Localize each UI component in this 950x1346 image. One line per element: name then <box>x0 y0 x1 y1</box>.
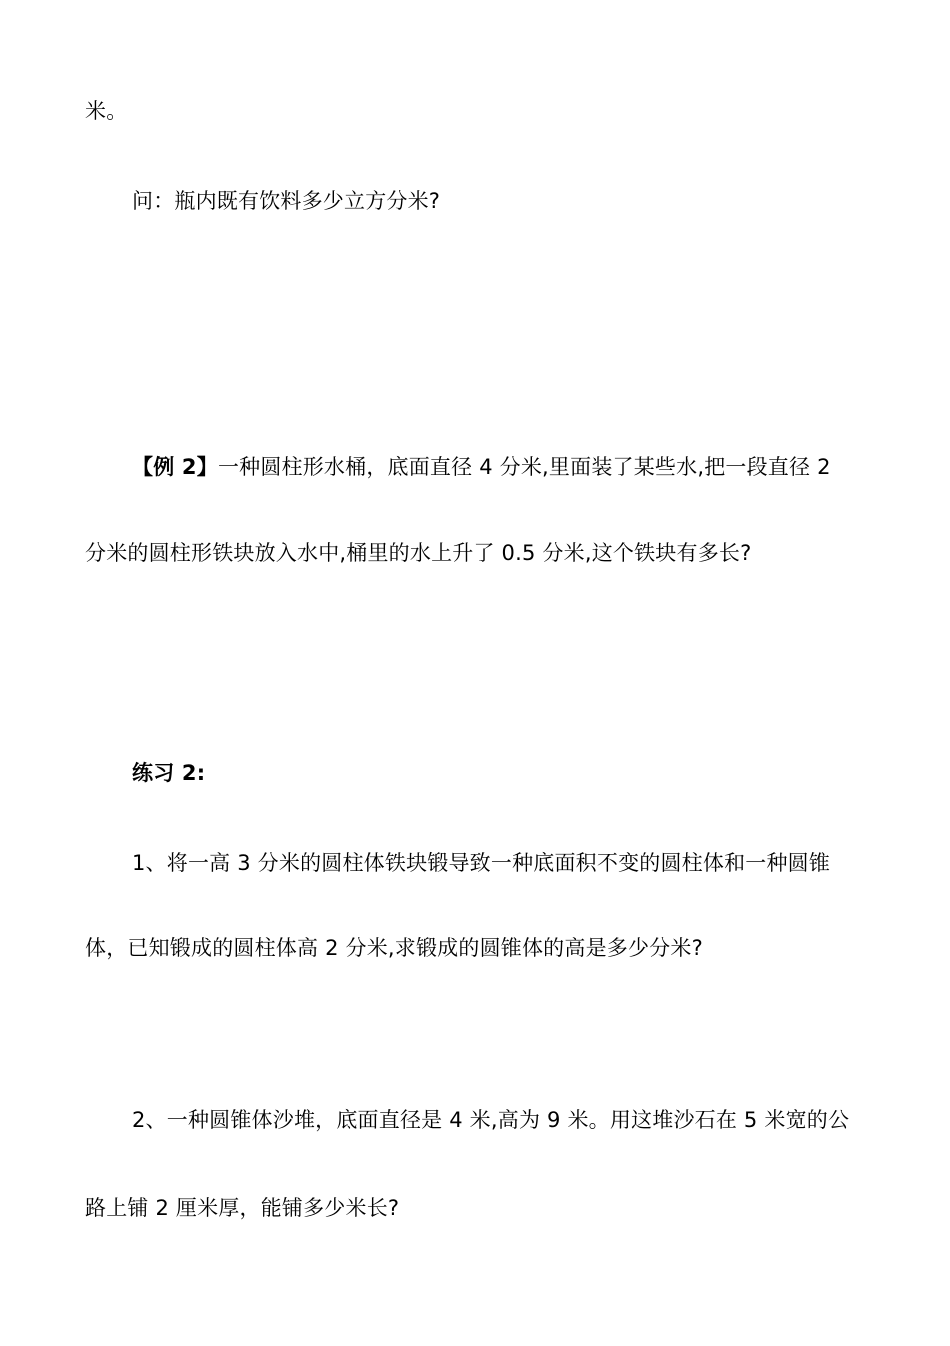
example-2-text: 一种圆柱形水桶，底面直径 4 分米,里面装了某些水,把一段直径 2 <box>217 455 831 479</box>
exercise-1-line-1: 1、将一高 3 分米的圆柱体铁块锻导致一种底面积不变的圆柱体和一种圆锥 <box>132 851 831 875</box>
example-2-line-1 <box>132 452 831 482</box>
exercise-2-line-2: 路上铺 2 厘米厚，能铺多少米长? <box>85 1196 400 1220</box>
example-2-label: 【例 2】 <box>132 455 218 479</box>
exercise-1-line-2: 体，已知锻成的圆柱体高 2 分米,求锻成的圆锥体的高是多少分米? <box>85 936 703 960</box>
exercise-2-line-1: 2、一种圆锥体沙堆，底面直径是 4 米,高为 9 米。用这堆沙石在 5 米宽的公 <box>132 1108 850 1132</box>
exercise-heading: 练习 2: <box>132 761 206 785</box>
text-line-continuation: 米。 <box>85 99 128 123</box>
question-line: 问：瓶内既有饮料多少立方分米? <box>132 189 441 213</box>
example-2-line-2: 分米的圆柱形铁块放入水中,桶里的水上升了 0.5 分米,这个铁块有多长? <box>85 541 752 565</box>
